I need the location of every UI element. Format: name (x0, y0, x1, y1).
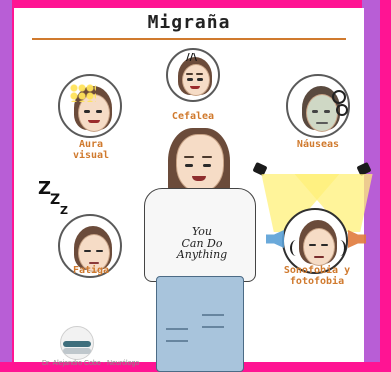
eye-right (96, 250, 103, 252)
label-fatiga: Fatiga (72, 265, 110, 276)
brow-left (184, 156, 194, 158)
dizzy-swirl-icon (336, 104, 348, 116)
sleep-zz-icon: Z (38, 178, 52, 199)
dizzy-swirl-icon (332, 90, 346, 104)
jeans (156, 276, 244, 372)
badge-cefalea (166, 48, 220, 102)
brow-right (202, 156, 212, 158)
spotlight-left-icon (252, 162, 267, 176)
sound-waves-icon (334, 240, 346, 256)
woman-illustration (144, 128, 254, 368)
top-border (0, 0, 380, 8)
eye-right (96, 110, 102, 113)
infographic (14, 8, 364, 367)
mouth (190, 86, 200, 89)
mouth (316, 122, 328, 124)
sound-waves-icon (290, 240, 302, 256)
credit-text: Dr. Alejandro Cobo - Neurólogo (42, 360, 140, 367)
label-aura-visual: Aura visual (72, 139, 110, 161)
author-logo (60, 326, 94, 360)
left-border (0, 0, 12, 362)
poster-title: Migraña (147, 12, 231, 33)
mouth (314, 256, 324, 258)
title-divider (32, 38, 346, 40)
jeans-rip (166, 328, 188, 342)
label-sonofobia-fotofobia: Sonofobia y fotofobia (283, 265, 351, 287)
eye-left (312, 110, 318, 113)
badge-nauseas (286, 74, 350, 138)
logo-wave (63, 348, 91, 354)
brow-right (196, 73, 203, 75)
speaker-right-icon (348, 230, 366, 248)
face (303, 228, 335, 266)
eye-left (309, 244, 316, 246)
label-nauseas: Náuseas (296, 139, 340, 150)
shirt-text: You Can Do Anything (176, 225, 228, 262)
eye-right (203, 164, 211, 167)
label-cefalea: Cefalea (171, 111, 215, 122)
eye-left (187, 78, 193, 81)
jeans-rip (202, 314, 224, 328)
eye-right (197, 78, 203, 81)
eye-right (321, 244, 328, 246)
mouth (89, 262, 99, 264)
eye-left (84, 110, 90, 113)
head (176, 134, 224, 192)
badge-aura-visual (58, 74, 122, 138)
speaker-left-icon (266, 230, 284, 248)
eye-right (324, 110, 330, 113)
eye-left (185, 164, 193, 167)
sleep-zz-icon: Z (60, 204, 68, 217)
sleep-zz-icon: Z (50, 192, 61, 208)
eye-left (84, 250, 91, 252)
logo-wave (63, 341, 91, 347)
brow-left (186, 73, 193, 75)
mouth (88, 120, 100, 123)
aura-dots-icon (70, 84, 96, 102)
headache-lines-icon: //\ (186, 52, 197, 63)
